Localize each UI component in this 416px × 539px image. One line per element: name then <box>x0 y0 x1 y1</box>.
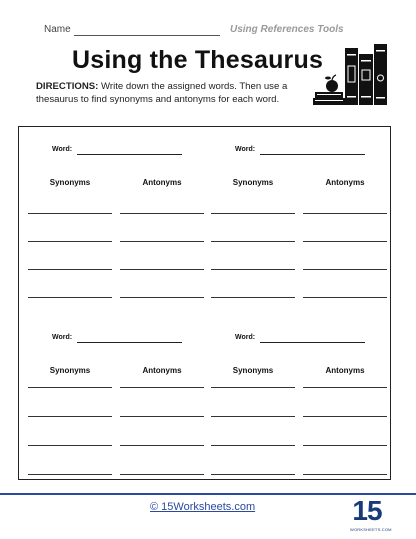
antonym-answer-line[interactable] <box>120 241 204 242</box>
antonym-answer-line[interactable] <box>120 445 204 446</box>
worksheet-topic: Using References Tools <box>230 24 344 35</box>
antonym-answer-line[interactable] <box>120 213 204 214</box>
word-input-line[interactable] <box>260 342 365 343</box>
word-label: Word: <box>235 146 256 153</box>
antonym-answer-line[interactable] <box>120 474 204 475</box>
synonym-answer-line[interactable] <box>211 474 295 475</box>
synonym-answer-line[interactable] <box>211 213 295 214</box>
synonym-answer-line[interactable] <box>28 445 112 446</box>
synonym-answer-line[interactable] <box>211 241 295 242</box>
antonym-answer-line[interactable] <box>303 241 387 242</box>
page-title: Using the Thesaurus <box>72 46 324 74</box>
antonym-answer-line[interactable] <box>303 474 387 475</box>
footer-credit[interactable]: © 15Worksheets.com <box>150 501 256 513</box>
antonym-answer-line[interactable] <box>303 387 387 388</box>
directions-text: Write down the assigned words. Then use a thesaurus to find synonyms and antonyms for each word. <box>36 81 288 105</box>
word-input-line[interactable] <box>77 342 182 343</box>
word-label: Word: <box>235 334 256 341</box>
synonyms-heading: Synonyms <box>49 366 91 375</box>
synonym-answer-line[interactable] <box>211 445 295 446</box>
antonym-answer-line[interactable] <box>303 213 387 214</box>
word-input-line[interactable] <box>260 154 365 155</box>
name-field[interactable] <box>74 35 220 36</box>
synonym-answer-line[interactable] <box>28 387 112 388</box>
books-apple-icon <box>306 40 390 106</box>
antonyms-heading: Antonyms <box>325 178 365 187</box>
antonym-answer-line[interactable] <box>120 269 204 270</box>
synonym-answer-line[interactable] <box>211 269 295 270</box>
antonym-answer-line[interactable] <box>120 416 204 417</box>
antonym-answer-line[interactable] <box>303 445 387 446</box>
word-label: Word: <box>52 146 73 153</box>
synonym-answer-line[interactable] <box>211 416 295 417</box>
antonym-answer-line[interactable] <box>303 297 387 298</box>
antonym-answer-line[interactable] <box>303 416 387 417</box>
synonym-answer-line[interactable] <box>28 241 112 242</box>
synonym-answer-line[interactable] <box>28 474 112 475</box>
synonym-answer-line[interactable] <box>211 387 295 388</box>
antonym-answer-line[interactable] <box>120 297 204 298</box>
word-input-line[interactable] <box>77 154 182 155</box>
synonym-answer-line[interactable] <box>28 416 112 417</box>
synonym-answer-line[interactable] <box>28 297 112 298</box>
logo-text: WORKSHEETS.COM <box>350 527 392 532</box>
antonyms-heading: Antonyms <box>142 366 182 375</box>
antonym-answer-line[interactable] <box>303 269 387 270</box>
synonyms-heading: Synonyms <box>232 366 274 375</box>
synonyms-heading: Synonyms <box>232 178 274 187</box>
synonym-answer-line[interactable] <box>28 269 112 270</box>
logo-number: 15 <box>352 495 382 526</box>
synonym-answer-line[interactable] <box>211 297 295 298</box>
directions-label: DIRECTIONS: <box>36 81 99 92</box>
antonyms-heading: Antonyms <box>325 366 365 375</box>
logo-15worksheets <box>350 494 392 538</box>
synonym-answer-line[interactable] <box>28 213 112 214</box>
antonyms-heading: Antonyms <box>142 178 182 187</box>
name-row <box>44 24 374 40</box>
antonym-answer-line[interactable] <box>120 387 204 388</box>
synonyms-heading: Synonyms <box>49 178 91 187</box>
word-label: Word: <box>52 334 73 341</box>
directions <box>36 80 304 106</box>
name-label: Name <box>44 24 71 35</box>
